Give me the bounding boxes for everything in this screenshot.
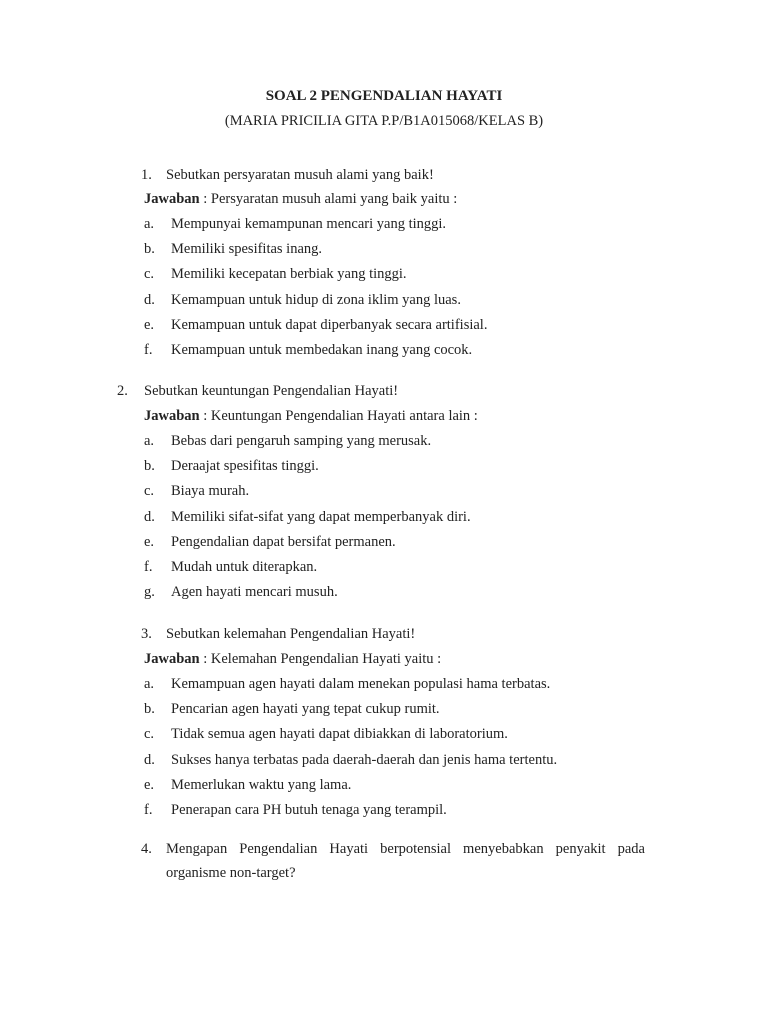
answer-item-text: Deraajat spesifitas tinggi. (171, 458, 319, 475)
answer-item-text: Kemampuan agen hayati dalam menekan populasi hama terbatas. (171, 676, 551, 692)
answer-item-letter: f. (144, 802, 153, 818)
document-subtitle: (MARIA PRICILIA GITA P.P/B1A015068/KELAS B) (224, 113, 544, 129)
answer-item-letter: a. (144, 433, 155, 449)
answer-item-text: Memiliki spesifitas inang. (171, 241, 323, 258)
answer-item-letter: c. (144, 266, 155, 283)
answer-label: Jawaban (144, 651, 200, 667)
answer-item-text: Biaya murah. (171, 483, 250, 500)
answer-item-letter: e. (144, 533, 155, 550)
answer-intro (144, 650, 441, 668)
answer-item-letter: e. (144, 776, 155, 793)
answer-item-letter: a. (144, 216, 155, 232)
answer-item-letter: d. (144, 508, 155, 525)
answer-intro-text: : Keuntungan Pengendalian Hayati antara lain : (199, 408, 478, 424)
answer-item-letter: e. (144, 316, 155, 333)
question-text: Sebutkan keuntungan Pengendalian Hayati! (144, 383, 399, 399)
answer-item-text: Agen hayati mencari musuh. (171, 584, 338, 601)
answer-item-text: Memerlukan waktu yang lama. (171, 776, 352, 793)
document-title: SOAL 2 PENGENDALIAN HAYATI (265, 88, 503, 104)
answer-item-text: Sukses hanya terbatas pada daerah-daerah dan jenis hama tertentu. (171, 751, 558, 768)
answer-item-text: Memiliki kecepatan berbiak yang tinggi. (171, 266, 407, 283)
answer-item-text: Bebas dari pengaruh samping yang merusak. (171, 433, 432, 449)
answer-intro (144, 407, 478, 425)
question-text: Sebutkan persyaratan musuh alami yang baik! (166, 167, 434, 183)
answer-item-text: Kemampuan untuk dapat diperbanyak secara artifisial. (171, 316, 488, 333)
answer-item-letter: c. (144, 726, 155, 743)
answer-item-letter: b. (144, 241, 155, 258)
answer-item-text: Mempunyai kemampunan mencari yang tinggi. (171, 216, 447, 232)
answer-label: Jawaban (144, 408, 200, 424)
question-text: Sebutkan kelemahan Pengendalian Hayati! (166, 626, 416, 642)
answer-item-text: Pengendalian dapat bersifat permanen. (171, 533, 396, 550)
answer-item-text: Memiliki sifat-sifat yang dapat memperbanyak diri. (171, 508, 471, 525)
question-text: Mengapan Pengendalian Hayati berpotensial menyebabkan penyakit pada (166, 841, 645, 857)
answer-item-letter: b. (144, 458, 155, 475)
question-number: 4. (141, 841, 152, 857)
answer-item-text: Pencarian agen hayati yang tepat cukup rumit. (171, 701, 440, 718)
answer-intro (144, 190, 457, 208)
answer-item-text: Mudah untuk diterapkan. (171, 559, 318, 575)
answer-item-letter: f. (144, 559, 153, 575)
answer-item-letter: g. (144, 584, 155, 601)
answer-item-letter: f. (144, 342, 153, 358)
answer-label: Jawaban (144, 191, 200, 207)
answer-item-text: Tidak semua agen hayati dapat dibiakkan di laboratorium. (171, 726, 508, 743)
question-number: 1. (141, 167, 152, 183)
answer-intro-text: : Persyaratan musuh alami yang baik yaitu : (199, 191, 458, 207)
answer-item-letter: d. (144, 291, 155, 308)
answer-item-letter: c. (144, 483, 155, 500)
answer-item-letter: b. (144, 701, 155, 718)
answer-item-letter: d. (144, 751, 155, 768)
answer-intro-text: : Kelemahan Pengendalian Hayati yaitu : (199, 651, 442, 667)
answer-item-text: Kemampuan untuk hidup di zona iklim yang luas. (171, 291, 461, 308)
answer-item-letter: a. (144, 676, 155, 692)
question-number: 2. (117, 383, 128, 399)
answer-item-text: Kemampuan untuk membedakan inang yang cocok. (171, 342, 473, 358)
question-number: 3. (141, 626, 152, 642)
question-text-continued: organisme non-target? (166, 865, 296, 881)
answer-item-text: Penerapan cara PH butuh tenaga yang terampil. (171, 802, 447, 818)
